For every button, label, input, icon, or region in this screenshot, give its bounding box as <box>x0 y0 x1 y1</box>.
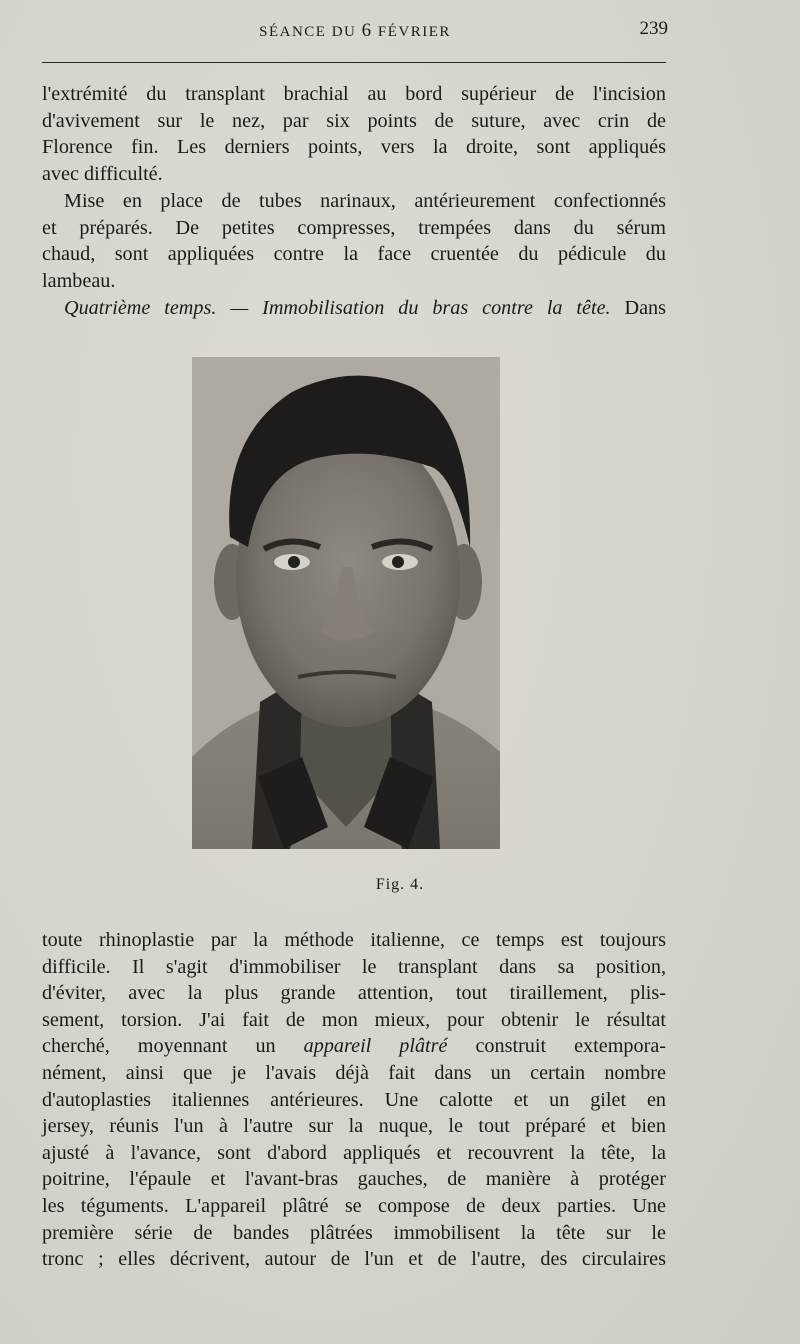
text-line: toute rhinoplastie par la méthode italienne, ce temps est toujours <box>42 929 666 951</box>
text-line: chaud, sont appliquées contre la face cruentée du pédicule du <box>42 243 666 266</box>
running-title-prefix: SÉANCE DU <box>259 24 357 40</box>
text-line: jersey, réunis l'un à l'autre sur la nuque, le tout préparé et bien <box>42 1115 666 1138</box>
running-title-suffix: FÉVRIER <box>377 24 451 40</box>
text-line: d'éviter, avec la plus grande attention, tout tiraillement, plis- <box>42 982 666 1005</box>
text-line: poitrine, l'épaule et l'avant-bras gauches, de manière à protéger <box>42 1168 666 1191</box>
text-line: première série de bandes plâtrées immobilisent la tête sur le <box>42 1221 666 1244</box>
text-line: lambeau. <box>42 269 116 292</box>
text-line: d'autoplasties italiennes antérieures. Une calotte et un gilet en <box>42 1088 666 1111</box>
section-heading-continuation: Dans <box>624 297 666 319</box>
text-line: ajusté à l'avance, sont d'abord appliqués et recouvrent la tête, la <box>42 1141 666 1164</box>
text-line: Florence fin. Les derniers points, vers la droite, sont appliqués <box>42 136 666 159</box>
figure-photograph <box>192 357 500 849</box>
text-segment: cherché, moyennant un <box>42 1035 276 1058</box>
running-title <box>42 20 668 42</box>
text-line <box>42 1033 666 1060</box>
text-line <box>42 295 666 322</box>
text-line: difficile. Il s'agit d'immobiliser le transplant dans sa position, <box>42 955 666 978</box>
paragraph-1 <box>42 81 666 187</box>
text-line: sement, torsion. J'ai fait de mon mieux, pour obtenir le résultat <box>42 1008 666 1031</box>
text-line: Mise en place de tubes narinaux, antérieurement confectionnés <box>64 190 666 212</box>
running-header <box>42 18 668 48</box>
figure-caption: Fig. 4. <box>375 876 425 893</box>
paragraph-2 <box>42 188 666 294</box>
portrait-photo-image <box>192 357 500 849</box>
header-rule <box>42 62 666 63</box>
text-line: nément, ainsi que je l'avais déjà fait dans un certain nombre <box>42 1061 666 1084</box>
text-line: avec difficulté. <box>42 162 163 185</box>
paragraph-3 <box>42 295 666 322</box>
text-line: tronc ; elles décrivent, autour de l'un et de l'autre, des circulaires <box>42 1248 666 1271</box>
text-segment: construit extempora- <box>475 1035 667 1058</box>
text-line: les téguments. L'appareil plâtré se compose de deux parties. Une <box>42 1194 666 1217</box>
page-number: 239 <box>639 18 668 39</box>
text-line: et préparés. De petites compresses, trempées dans du sérum <box>42 216 666 239</box>
italic-term: appareil plâtré <box>303 1035 448 1058</box>
running-title-day: 6 <box>361 20 373 41</box>
text-line: l'extrémité du transplant brachial au bord supérieur de l'incision <box>42 83 666 105</box>
paragraph-continuation <box>42 927 666 1273</box>
text-line: d'avivement sur le nez, par six points de suture, avec crin de <box>42 109 666 132</box>
section-heading-italic: Quatrième temps. — Immobilisation du bras contre la tête. <box>64 297 611 319</box>
